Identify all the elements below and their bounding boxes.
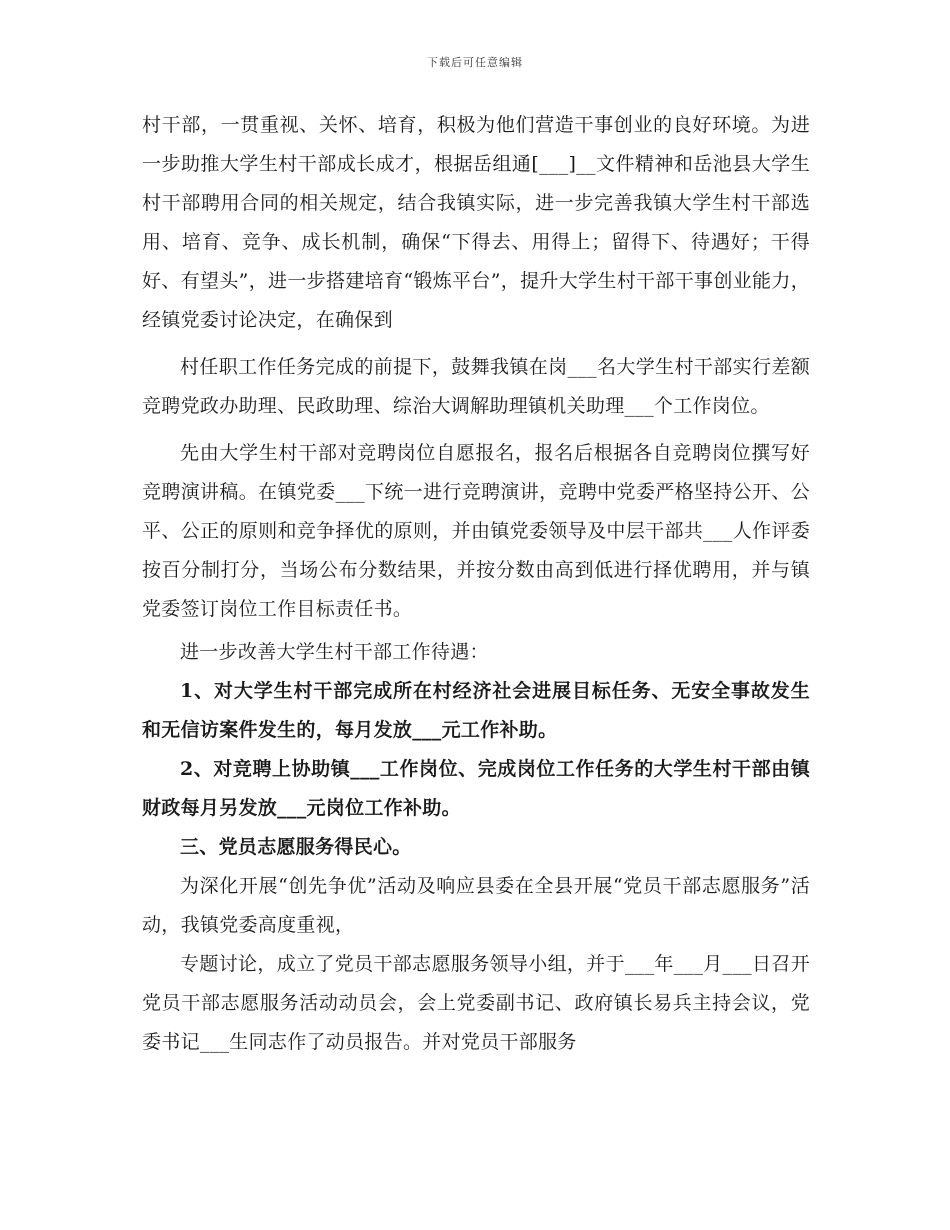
section-heading: 三、党员志愿服务得民心。	[180, 836, 412, 858]
paragraph-1: 村干部，一贯重视、关怀、培育，积极为他们营造干事创业的良好环境。为进一步助推大学生村干部成长成才，根据岳组通[___]__文件精神和岳池县大学生村干部聘用合同的相关规定，结合我镇实际，进一步完善我镇大学生村干部选用、培育、竞争、成长机制，确保“下得去、用得上；留得下、待遇好；干得好、有望头”，进一步搭建培育“锻炼平台”，提升大学生村干部干事创业能力，经镇党委讨论决定，在确保到	[142, 114, 810, 331]
paragraph-9: 专题讨论，成立了党员干部志愿服务领导小组，并于___年___月___日召开党员干部志愿服务活动动员会，会上党委副书记、政府镇长易兵主持会议，党委书记___生同志作了动员报告。并对党员干部服务	[142, 953, 810, 1053]
document-body	[142, 106, 810, 1062]
paragraph-3: 先由大学生村干部对竞聘岗位自愿报名，报名后根据各自竞聘岗位撰写好竞聘演讲稿。在镇党委___下统一进行竞聘演讲，竞聘中党委严格坚持公开、公平、公正的原则和竞争择优的原则，并由镇党委领导及中层干部共___人作评委按百分制打分，当场公布分数结果，并按分数由高到低进行择优聘用，并与镇党委签订岗位工作目标责任书。	[142, 442, 810, 620]
paragraph-4: 进一步改善大学生村干部工作待遇：	[180, 641, 489, 663]
paragraph-5: 1、对大学生村干部完成所在村经济社会进展目标任务、无安全事故发生和无信访案件发生的，每月发放___元工作补助。	[142, 680, 810, 741]
paragraph-8: 为深化开展“创先争优”活动及响应县委在全县开展“党员干部志愿服务”活动，我镇党委高度重视，	[142, 875, 810, 936]
paragraph-6: 2、对竞聘上协助镇___工作岗位、完成岗位工作任务的大学生村干部由镇财政每月另发放___元岗位工作补助。	[142, 758, 810, 819]
paragraph-2: 村任职工作任务完成的前提下，鼓舞我镇在岗___名大学生村干部实行差额竞聘党政办助理、民政助理、综治大调解助理镇机关助理___个工作岗位。	[142, 356, 810, 417]
page-header: 下载后可任意编辑	[427, 56, 523, 69]
